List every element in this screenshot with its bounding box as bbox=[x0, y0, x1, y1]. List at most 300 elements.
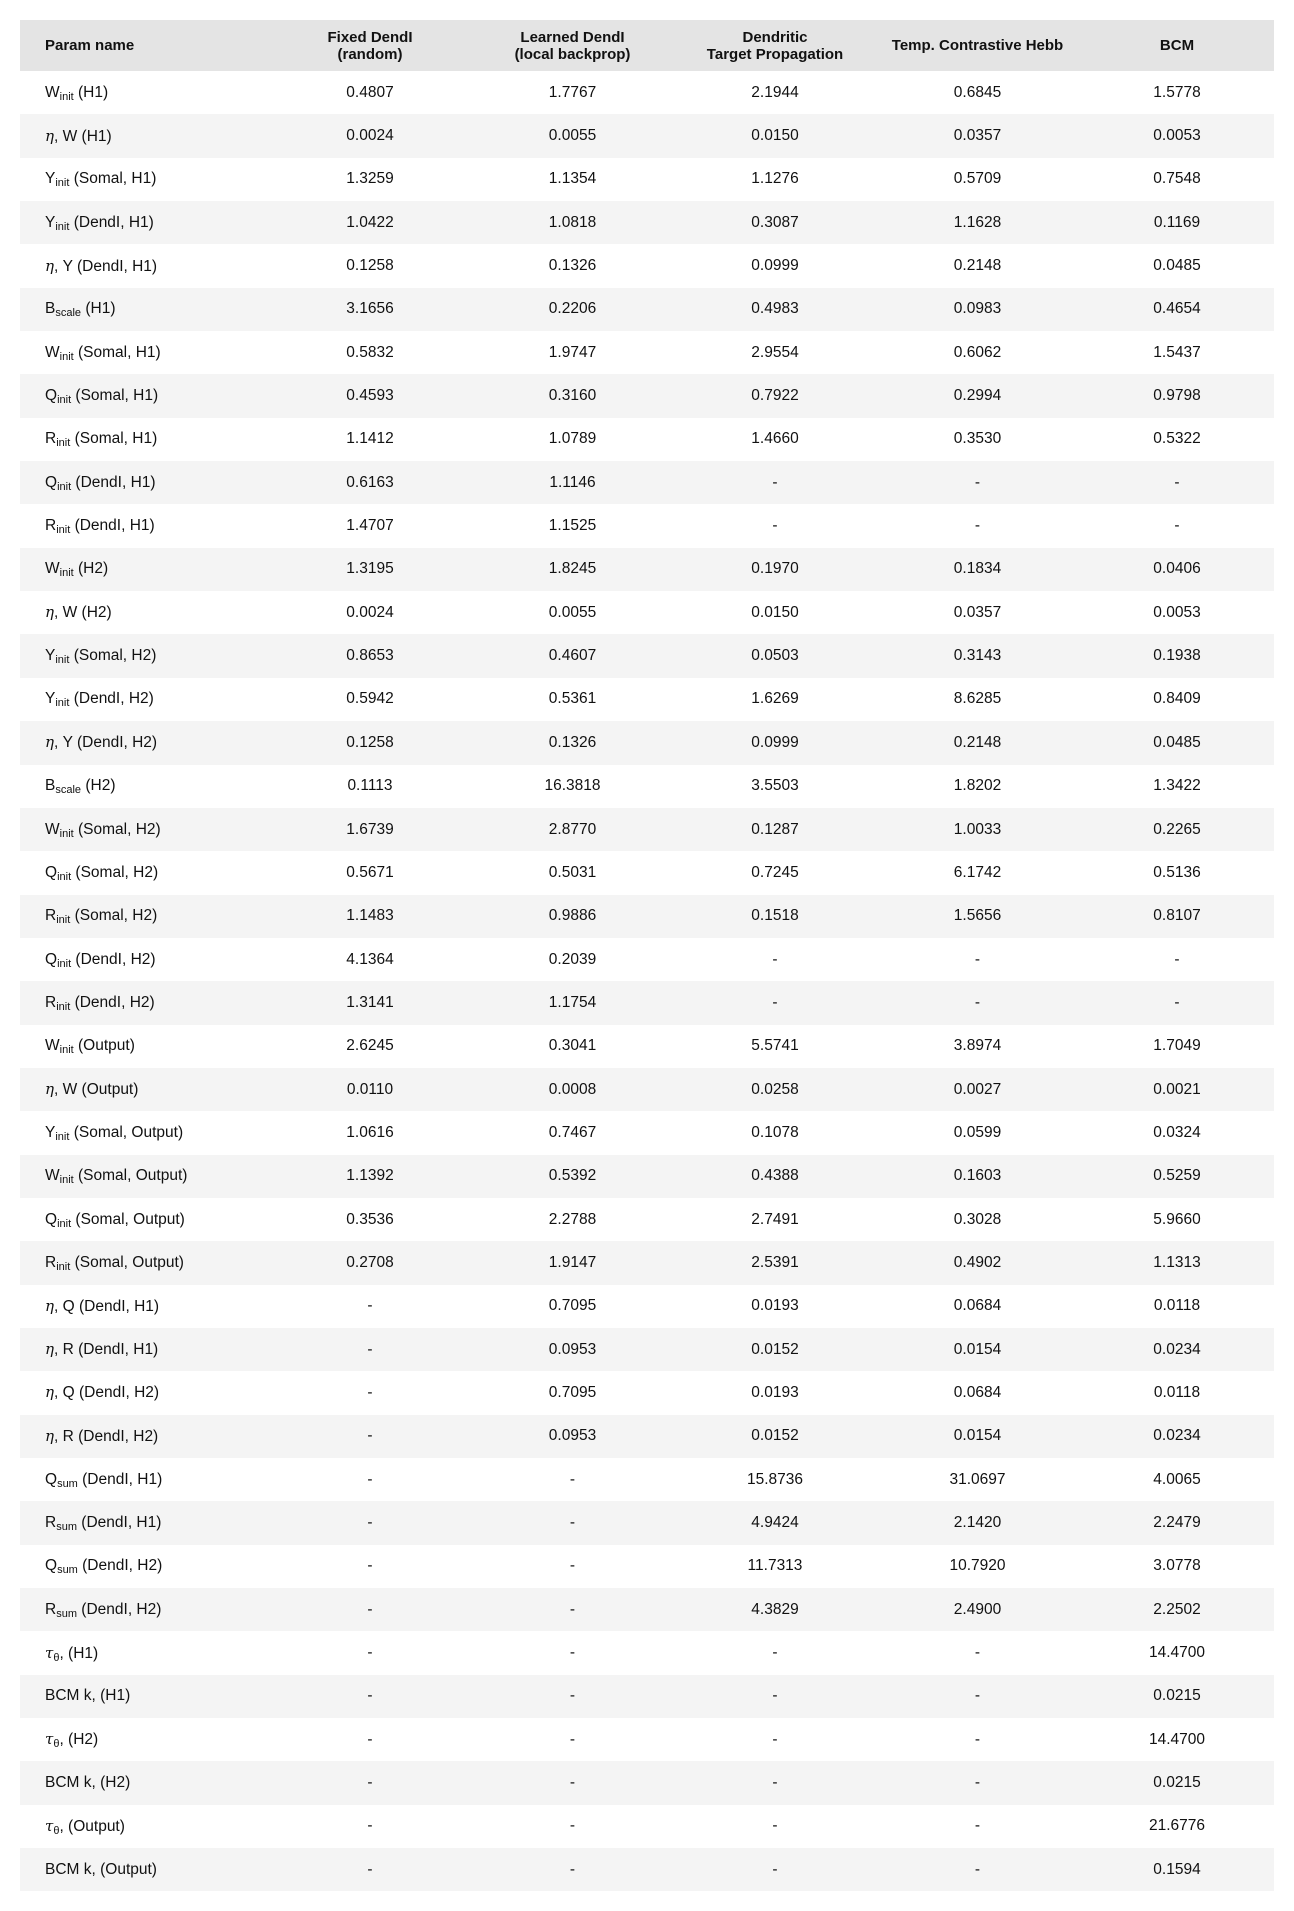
param-name-cell bbox=[20, 1545, 270, 1588]
value-cell: - bbox=[1174, 473, 1180, 491]
column-header bbox=[20, 20, 270, 71]
value-cell: 2.2788 bbox=[548, 1210, 597, 1228]
value-cell: - bbox=[367, 1860, 373, 1878]
value-cell: 0.0953 bbox=[548, 1427, 597, 1445]
param-name-cell bbox=[20, 678, 270, 721]
param-subscript: sum bbox=[56, 1607, 77, 1620]
value-cell: 0.3160 bbox=[548, 387, 597, 405]
value-cell: 0.7095 bbox=[548, 1297, 597, 1315]
param-symbol: η bbox=[45, 603, 54, 622]
param-name-cell bbox=[20, 1285, 270, 1328]
column-header bbox=[675, 20, 875, 71]
value-cell: 1.8245 bbox=[548, 560, 597, 578]
param-base: Y bbox=[45, 170, 56, 188]
param-suffix: (Somal, Output) bbox=[69, 1123, 184, 1141]
value-cell: 0.0055 bbox=[548, 127, 597, 145]
value-cell: 0.7245 bbox=[751, 863, 799, 881]
value-cell: - bbox=[974, 1644, 981, 1662]
value-cell: - bbox=[367, 1644, 373, 1662]
value-cell: 0.1287 bbox=[751, 820, 799, 838]
value-cell: 0.2148 bbox=[953, 733, 1002, 751]
value-cell: 0.0485 bbox=[1153, 257, 1201, 275]
param-base: W bbox=[45, 560, 60, 578]
value-cell: 0.5392 bbox=[548, 1167, 597, 1185]
value-cell: 0.7922 bbox=[751, 387, 799, 405]
param-base: Q bbox=[45, 1210, 58, 1228]
param-base: Q bbox=[45, 473, 58, 491]
value-cell: 0.1603 bbox=[953, 1167, 1002, 1185]
value-cell: 0.1078 bbox=[751, 1123, 799, 1141]
value-cell: 0.0118 bbox=[1153, 1297, 1201, 1315]
param-name-cell bbox=[20, 851, 270, 894]
param-base: R bbox=[45, 993, 57, 1011]
value-cell: - bbox=[569, 1860, 576, 1878]
value-cell: 0.0027 bbox=[953, 1080, 1002, 1098]
column-header-line: BCM bbox=[1159, 37, 1195, 54]
param-base: Q bbox=[45, 863, 58, 881]
value-cell: 3.0778 bbox=[1153, 1557, 1201, 1575]
value-cell: - bbox=[772, 950, 778, 968]
value-cell: 0.0055 bbox=[548, 603, 597, 621]
table-row bbox=[20, 981, 1274, 1024]
param-suffix: , W (H2) bbox=[54, 604, 112, 622]
param-suffix: (Somal, H2) bbox=[73, 820, 161, 838]
param-name-cell bbox=[20, 1111, 270, 1154]
value-cell: 15.8736 bbox=[746, 1470, 804, 1488]
table-row bbox=[20, 1241, 1274, 1284]
param-symbol: η bbox=[45, 256, 54, 275]
value-cell: 1.3195 bbox=[346, 560, 394, 578]
param-suffix: (DendI, H1) bbox=[70, 517, 155, 535]
param-suffix: , (H2) bbox=[91, 1774, 131, 1792]
param-suffix: , (Output) bbox=[91, 1860, 157, 1878]
value-cell: 2.4900 bbox=[953, 1600, 1002, 1618]
param-name-cell bbox=[20, 1068, 270, 1111]
param-name-cell bbox=[20, 981, 270, 1024]
param-symbol: η bbox=[45, 1426, 54, 1445]
param-suffix: (Output) bbox=[73, 1037, 135, 1055]
table-row bbox=[20, 591, 1274, 634]
param-subscript: init bbox=[56, 914, 71, 927]
param-base: W bbox=[45, 343, 60, 361]
value-cell: 0.4388 bbox=[751, 1167, 799, 1185]
value-cell: 0.8653 bbox=[346, 647, 394, 665]
value-cell: 0.2039 bbox=[548, 950, 597, 968]
param-subscript: sum bbox=[56, 1521, 77, 1534]
value-cell: 0.6062 bbox=[953, 343, 1002, 361]
value-cell: 0.0150 bbox=[751, 603, 799, 621]
value-cell: 2.7491 bbox=[751, 1210, 799, 1228]
value-cell: 0.2994 bbox=[953, 387, 1002, 405]
param-base: BCM k bbox=[45, 1774, 92, 1792]
value-cell: - bbox=[367, 1730, 373, 1748]
table-row bbox=[20, 418, 1274, 461]
param-symbol: η bbox=[45, 1296, 54, 1315]
param-name-cell bbox=[20, 114, 270, 157]
param-base: BCM k bbox=[45, 1687, 92, 1705]
param-suffix: (DendI, H2) bbox=[69, 690, 154, 708]
value-cell: 0.5709 bbox=[953, 170, 1002, 188]
value-cell: 1.6739 bbox=[346, 820, 394, 838]
value-cell: 0.3087 bbox=[751, 213, 799, 231]
value-cell: - bbox=[569, 1687, 576, 1705]
table-row bbox=[20, 1415, 1274, 1458]
column-header-line: Target Propagation bbox=[706, 45, 844, 63]
value-cell: 0.5322 bbox=[1153, 430, 1201, 448]
param-name-cell bbox=[20, 1198, 270, 1241]
value-cell: - bbox=[1174, 993, 1180, 1011]
param-base: R bbox=[45, 517, 57, 535]
param-symbol: η bbox=[45, 1340, 54, 1359]
param-subscript: scale bbox=[55, 784, 82, 797]
param-subscript: scale bbox=[55, 307, 82, 320]
param-base: Q bbox=[45, 1557, 58, 1575]
value-cell: 1.5656 bbox=[953, 907, 1002, 925]
value-cell: - bbox=[569, 1470, 576, 1488]
param-subscript: init bbox=[57, 480, 72, 493]
value-cell: 1.0616 bbox=[346, 1123, 394, 1141]
value-cell: 0.4902 bbox=[953, 1253, 1002, 1271]
value-cell: 0.0999 bbox=[751, 257, 799, 275]
param-base: W bbox=[45, 1037, 60, 1055]
param-suffix: (DendI, H1) bbox=[77, 1470, 163, 1488]
value-cell: 0.2708 bbox=[346, 1253, 394, 1271]
param-base: W bbox=[45, 1167, 60, 1185]
value-cell: - bbox=[772, 1687, 778, 1705]
table-row bbox=[20, 938, 1274, 981]
value-cell: 0.0357 bbox=[953, 603, 1002, 621]
param-base: Y bbox=[45, 1123, 56, 1141]
value-cell: 0.3028 bbox=[953, 1210, 1002, 1228]
table-row bbox=[20, 1155, 1274, 1198]
table-row bbox=[20, 721, 1274, 764]
param-table-container bbox=[20, 20, 1274, 1891]
value-cell: 2.6245 bbox=[346, 1037, 394, 1055]
param-base: R bbox=[45, 1514, 57, 1532]
value-cell: 0.1326 bbox=[548, 733, 597, 751]
value-cell: 0.7095 bbox=[548, 1383, 597, 1401]
value-cell: 1.1628 bbox=[953, 213, 1002, 231]
value-cell: 0.0193 bbox=[751, 1297, 799, 1315]
table-row bbox=[20, 1025, 1274, 1068]
param-subscript: init bbox=[57, 870, 72, 883]
param-suffix: , (Output) bbox=[59, 1817, 125, 1835]
value-cell: 0.1326 bbox=[548, 257, 597, 275]
param-suffix: (DendI, H1) bbox=[76, 1514, 162, 1532]
value-cell: 3.1656 bbox=[346, 300, 394, 318]
column-header bbox=[1080, 20, 1274, 71]
param-subscript: init bbox=[59, 827, 74, 840]
value-cell: 0.0152 bbox=[751, 1427, 799, 1445]
param-name-cell bbox=[20, 1371, 270, 1414]
param-base: Y bbox=[45, 647, 56, 665]
table-row bbox=[20, 1761, 1274, 1804]
param-base: B bbox=[45, 300, 56, 318]
param-subscript: init bbox=[55, 1130, 70, 1143]
value-cell: 1.7049 bbox=[1153, 1037, 1201, 1055]
param-subscript: init bbox=[59, 350, 74, 363]
param-name-cell bbox=[20, 1241, 270, 1284]
param-symbol: τ bbox=[45, 1730, 54, 1749]
column-header-line: (local backprop) bbox=[514, 45, 631, 63]
param-subscript: init bbox=[59, 567, 74, 580]
value-cell: - bbox=[569, 1557, 576, 1575]
param-name-cell bbox=[20, 1718, 270, 1761]
value-cell: 10.7920 bbox=[949, 1557, 1006, 1575]
value-cell: 0.0024 bbox=[346, 603, 394, 621]
value-cell: 0.5136 bbox=[1153, 863, 1201, 881]
value-cell: - bbox=[772, 1817, 778, 1835]
column-header bbox=[270, 20, 470, 71]
param-name-cell bbox=[20, 1458, 270, 1501]
param-name-cell bbox=[20, 1501, 270, 1544]
table-row bbox=[20, 288, 1274, 331]
value-cell: - bbox=[367, 1297, 373, 1315]
value-cell: 0.9798 bbox=[1153, 387, 1201, 405]
param-subscript: init bbox=[55, 177, 70, 190]
value-cell: - bbox=[367, 1340, 373, 1358]
value-cell: - bbox=[974, 473, 981, 491]
value-cell: 1.7767 bbox=[548, 83, 597, 101]
param-name-cell bbox=[20, 1328, 270, 1371]
param-base: Y bbox=[45, 690, 56, 708]
value-cell: 4.9424 bbox=[751, 1514, 799, 1532]
table-row bbox=[20, 374, 1274, 417]
value-cell: 5.9660 bbox=[1153, 1210, 1201, 1228]
value-cell: 0.0110 bbox=[346, 1080, 394, 1098]
table-row bbox=[20, 765, 1274, 808]
value-cell: 2.2502 bbox=[1153, 1600, 1201, 1618]
value-cell: - bbox=[974, 950, 981, 968]
value-cell: 2.8770 bbox=[548, 820, 597, 838]
value-cell: 0.0021 bbox=[1153, 1080, 1201, 1098]
value-cell: 2.2479 bbox=[1153, 1514, 1201, 1532]
value-cell: 21.6776 bbox=[1148, 1817, 1206, 1835]
table-row bbox=[20, 808, 1274, 851]
value-cell: - bbox=[974, 1774, 981, 1792]
param-base: Y bbox=[45, 213, 56, 231]
param-base: W bbox=[45, 820, 60, 838]
table-row bbox=[20, 1328, 1274, 1371]
param-subscript: init bbox=[55, 220, 70, 233]
value-cell: 0.1970 bbox=[751, 560, 799, 578]
table-row bbox=[20, 158, 1274, 201]
value-cell: 0.7467 bbox=[548, 1123, 597, 1141]
param-suffix: (DendI, H2) bbox=[77, 1557, 163, 1575]
param-suffix: , W (Output) bbox=[54, 1081, 139, 1099]
table-row bbox=[20, 1501, 1274, 1544]
table-row bbox=[20, 244, 1274, 287]
value-cell: 0.0193 bbox=[751, 1383, 799, 1401]
param-name-cell bbox=[20, 461, 270, 504]
param-suffix: (H2) bbox=[81, 777, 116, 795]
value-cell: 0.0485 bbox=[1153, 733, 1201, 751]
table-row bbox=[20, 71, 1274, 114]
value-cell: 0.4983 bbox=[751, 300, 799, 318]
value-cell: - bbox=[974, 1687, 981, 1705]
param-subscript: init bbox=[56, 1260, 71, 1273]
param-symbol: η bbox=[45, 733, 54, 752]
param-base: R bbox=[45, 1253, 57, 1271]
param-name-cell bbox=[20, 1675, 270, 1718]
param-symbol: η bbox=[45, 1080, 54, 1099]
column-header-line: Dendritic bbox=[742, 28, 808, 46]
value-cell: - bbox=[974, 517, 981, 535]
param-name-cell bbox=[20, 201, 270, 244]
value-cell: 0.0154 bbox=[953, 1340, 1002, 1358]
value-cell: 3.5503 bbox=[751, 777, 799, 795]
value-cell: - bbox=[1174, 950, 1180, 968]
value-cell: - bbox=[367, 1470, 373, 1488]
value-cell: 0.5671 bbox=[346, 863, 394, 881]
param-suffix: (H1) bbox=[73, 83, 109, 101]
value-cell: 1.1146 bbox=[549, 473, 596, 491]
value-cell: - bbox=[974, 1817, 981, 1835]
value-cell: 0.1113 bbox=[347, 777, 393, 795]
table-row bbox=[20, 678, 1274, 721]
value-cell: 2.5391 bbox=[751, 1253, 799, 1271]
value-cell: 0.3530 bbox=[953, 430, 1002, 448]
table-row bbox=[20, 1371, 1274, 1414]
value-cell: 0.0053 bbox=[1153, 127, 1201, 145]
param-suffix: (DendI, H2) bbox=[70, 993, 155, 1011]
value-cell: 0.5832 bbox=[346, 343, 394, 361]
value-cell: 3.8974 bbox=[953, 1037, 1002, 1055]
param-name-cell bbox=[20, 721, 270, 764]
param-subscript: θ bbox=[53, 1738, 60, 1751]
param-suffix: (DendI, H2) bbox=[76, 1600, 162, 1618]
value-cell: 4.0065 bbox=[1153, 1470, 1201, 1488]
param-suffix: , (H1) bbox=[91, 1687, 131, 1705]
value-cell: 1.3422 bbox=[1153, 777, 1201, 795]
value-cell: 1.1392 bbox=[346, 1167, 394, 1185]
param-name-cell bbox=[20, 331, 270, 374]
table-row bbox=[20, 114, 1274, 157]
table-row bbox=[20, 1458, 1274, 1501]
value-cell: 0.9886 bbox=[548, 907, 597, 925]
param-name-cell bbox=[20, 1761, 270, 1804]
value-cell: 0.1258 bbox=[346, 733, 394, 751]
param-subscript: init bbox=[56, 437, 71, 450]
value-cell: - bbox=[772, 1644, 778, 1662]
param-subscript: init bbox=[56, 524, 71, 537]
value-cell: 1.1276 bbox=[751, 170, 799, 188]
value-cell: 0.3143 bbox=[953, 647, 1002, 665]
value-cell: 0.0215 bbox=[1153, 1687, 1201, 1705]
column-header bbox=[470, 20, 675, 71]
table-row bbox=[20, 331, 1274, 374]
param-suffix: (H1) bbox=[81, 300, 116, 318]
value-cell: 0.4807 bbox=[346, 83, 394, 101]
value-cell: 1.5778 bbox=[1153, 83, 1201, 101]
value-cell: 0.0599 bbox=[953, 1123, 1002, 1141]
value-cell: 0.0024 bbox=[346, 127, 394, 145]
value-cell: 0.0406 bbox=[1153, 560, 1201, 578]
param-subscript: init bbox=[59, 1044, 74, 1057]
value-cell: 0.4593 bbox=[346, 387, 394, 405]
value-cell: 0.5942 bbox=[346, 690, 394, 708]
table-row bbox=[20, 1631, 1274, 1674]
column-header bbox=[875, 20, 1080, 71]
table-header bbox=[20, 20, 1274, 71]
param-suffix: (Somal, H1) bbox=[71, 387, 159, 405]
value-cell: 0.1169 bbox=[1153, 213, 1201, 231]
value-cell: 16.3818 bbox=[544, 777, 601, 795]
param-name-cell bbox=[20, 634, 270, 677]
value-cell: 0.0118 bbox=[1153, 1383, 1201, 1401]
value-cell: 0.5259 bbox=[1153, 1167, 1201, 1185]
value-cell: 0.0215 bbox=[1153, 1774, 1201, 1792]
value-cell: 0.1938 bbox=[1153, 647, 1201, 665]
value-cell: - bbox=[367, 1687, 373, 1705]
param-symbol: τ bbox=[45, 1816, 54, 1835]
param-subscript: init bbox=[57, 957, 72, 970]
param-suffix: (Somal, Output) bbox=[70, 1253, 184, 1271]
param-name-cell bbox=[20, 591, 270, 634]
param-suffix: , R (DendI, H2) bbox=[54, 1427, 159, 1445]
value-cell: 0.2148 bbox=[953, 257, 1002, 275]
table-row bbox=[20, 1675, 1274, 1718]
value-cell: 1.5437 bbox=[1153, 343, 1201, 361]
value-cell: - bbox=[569, 1644, 576, 1662]
header-row bbox=[20, 20, 1274, 71]
param-subscript: init bbox=[59, 1174, 74, 1187]
param-subscript: θ bbox=[53, 1651, 60, 1664]
param-symbol: η bbox=[45, 126, 54, 145]
value-cell: 6.1742 bbox=[953, 863, 1002, 881]
value-cell: 4.1364 bbox=[346, 950, 394, 968]
table-row bbox=[20, 1588, 1274, 1631]
value-cell: 0.0953 bbox=[548, 1340, 597, 1358]
value-cell: - bbox=[569, 1774, 576, 1792]
value-cell: 0.7548 bbox=[1153, 170, 1201, 188]
param-name-cell bbox=[20, 418, 270, 461]
value-cell: 0.1834 bbox=[953, 560, 1002, 578]
value-cell: 2.9554 bbox=[751, 343, 799, 361]
value-cell: 0.2206 bbox=[548, 300, 597, 318]
param-name-cell bbox=[20, 244, 270, 287]
table-row bbox=[20, 548, 1274, 591]
value-cell: 0.0357 bbox=[953, 127, 1002, 145]
value-cell: 0.5031 bbox=[548, 863, 597, 881]
param-suffix: , (H1) bbox=[59, 1644, 99, 1662]
table-row bbox=[20, 1068, 1274, 1111]
value-cell: - bbox=[772, 1730, 778, 1748]
value-cell: 0.2265 bbox=[1153, 820, 1201, 838]
value-cell: - bbox=[772, 1774, 778, 1792]
value-cell: 0.0684 bbox=[953, 1383, 1002, 1401]
value-cell: 0.0258 bbox=[751, 1080, 799, 1098]
param-suffix: , R (DendI, H1) bbox=[54, 1341, 159, 1359]
param-name-cell bbox=[20, 504, 270, 547]
value-cell: 5.5741 bbox=[751, 1037, 799, 1055]
value-cell: 1.0789 bbox=[548, 430, 597, 448]
value-cell: 0.0150 bbox=[751, 127, 799, 145]
value-cell: - bbox=[772, 473, 778, 491]
value-cell: 1.4660 bbox=[751, 430, 799, 448]
param-subscript: sum bbox=[57, 1564, 78, 1577]
param-base: Q bbox=[45, 1470, 58, 1488]
value-cell: - bbox=[367, 1383, 373, 1401]
param-subscript: init bbox=[57, 1217, 72, 1230]
value-cell: - bbox=[974, 1860, 981, 1878]
param-suffix: (Somal, Output) bbox=[73, 1167, 188, 1185]
value-cell: 0.3041 bbox=[548, 1037, 597, 1055]
value-cell: 1.9147 bbox=[548, 1253, 597, 1271]
value-cell: 4.3829 bbox=[751, 1600, 799, 1618]
value-cell: 1.0422 bbox=[346, 213, 394, 231]
value-cell: - bbox=[974, 1730, 981, 1748]
